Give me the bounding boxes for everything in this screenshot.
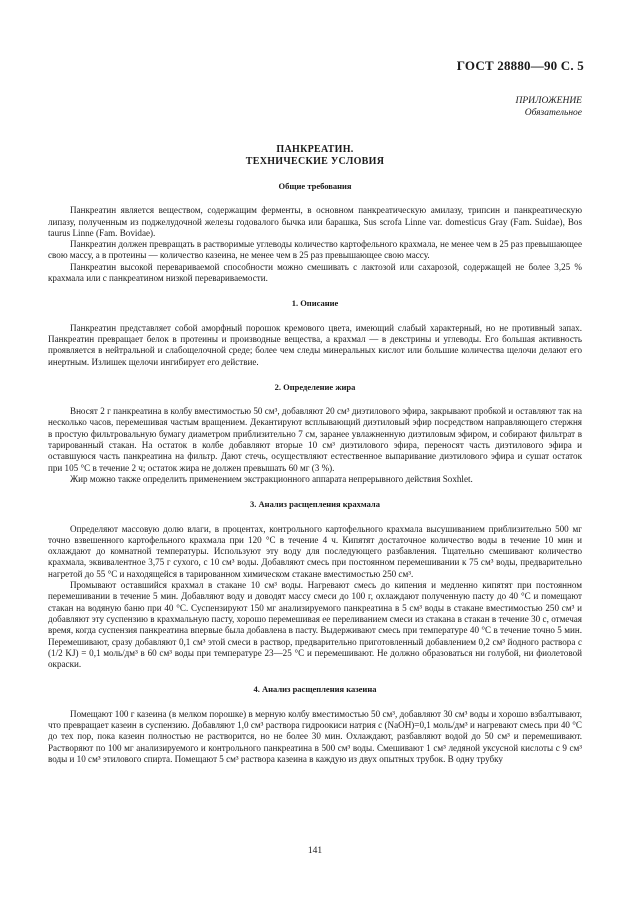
paragraph: Определяют массовую долю влаги, в процентах, контрольного картофельного крахмала высушиванием приблизительно 500 мг точно взвешенного картофельного крахмала при 120 °С в течение 4 ч. Кипятят достаточное количество воды в течение 10 мин и охлаждают до комнатной температуры. Используют эту воду для последующего разбавления. Тщательно смешивают количество крахмала, эквивалентное 3,75 г сухого, с 10 см³ воды. Добавляют смесь при постоянном перемешивании к 75 см³ воды, предварительно нагретой до 55 °С и находящейся в тарированном химическом стакане вместимостью 250 см³. (48, 523, 582, 579)
title-line-1: ПАНКРЕАТИН. (276, 144, 354, 155)
section-heading: 4. Анализ расщепления казеина (253, 684, 377, 695)
section-casein-analysis (48, 684, 582, 765)
paragraph: Панкреатин является веществом, содержащим ферменты, в основном панкреатическую амилазу, трипсин и панкреатическую липазу, полученным из поджелудочной железы годовалого бычка или барашка, Sus scrofa Linne var. domesticus Gray (Fam. Suidae), Bos taurus Linne (Fam. Bovidae). (48, 205, 582, 238)
paragraph: Жир можно также определить применением экстракционного аппарата непрерывного действия Soxhlet. (70, 473, 473, 484)
section-fat-determination (48, 382, 582, 485)
appendix-block (516, 95, 583, 119)
section-heading: Общие требования (278, 181, 352, 191)
document-body (48, 181, 582, 779)
section-starch-analysis (48, 499, 582, 670)
section-heading: 1. Описание (291, 298, 339, 309)
paragraph: Панкреатин представляет собой аморфный порошок кремового цвета, имеющий слабый характерный, но не противный запах. Панкреатин превращает белок в протеины и производные вещества, а крахмал — в декстрины и углеводы. Его большая активность проявляется в нейтральной и слабощелочной среде; более чем следы минеральных кислот или большие количества щелочи делают его инертным. Излишек щелочи ингибирует его действие. (48, 322, 582, 367)
paragraph: Панкреатин должен превращать в растворимые углеводы количество картофельного крахмала, не менее чем в 25 раз превышающее свою массу, а в протеины — количество казеина, не менее чем в 25 раз превышающее свою массу. (48, 239, 582, 261)
appendix-label: ПРИЛОЖЕНИЕ (515, 96, 582, 106)
title-line-2: ТЕХНИЧЕСКИЕ УСЛОВИЯ (245, 156, 385, 167)
document-title (0, 144, 630, 168)
page-number: 141 (307, 846, 323, 856)
paragraph: Панкреатин высокой перевариваемой способности можно смешивать с лактозой или сахарозой, содержащей не более 3,25 % крахмала или с панкреатином низкой перевариваемости. (48, 261, 582, 284)
paragraph: Помещают 100 г казеина (в мелком порошке) в мерную колбу вместимостью 50 см³, добавляют 30 см³ воды и хорошо взбалтывают, что превращает казеин в суспензию. Добавляют 1,0 см³ раствора гидроокиси натрия с (NaOH)=0,1 моль/дм³ и нагревают смесь при 40 °С до тех пор, пока казеин полностью не растворится, но не более 30 мин. Охлаждают, разбавляют водой до 50 см³ и перемешивают. Растворяют по 100 мг анализируемого и контрольного панкреатина в 500 см³ воды. Смешивают 1 см³ ледяной уксусной кислоты с 9 см³ воды и 10 см³ этилового спирта. Помещают 5 см³ раствора казеина в каждую из двух опытных трубок. В одну трубку (48, 708, 582, 764)
section-general (48, 181, 582, 284)
document-reference: ГОСТ 28880—90 С. 5 (456, 58, 584, 73)
section-description (48, 298, 582, 367)
section-heading: 2. Определение жира (274, 381, 356, 392)
appendix-status: Обязательное (524, 108, 582, 118)
paragraph: Вносят 2 г панкреатина в колбу вместимостью 50 см³, добавляют 20 см³ диэтилового эфира, закрывают пробкой и оставляют так на несколько часов, перемешивая частым вращением. Декантируют всплывающий диэтиловый эфир посредством направляющего стержня в простую фильтровальную бумагу диаметром приблизительно 7 см, заранее увлажненную диэтиловым эфиром, и собирают фильтрат в тарированный стакан. На остаток в колбе добавляют вторые 10 см³ диэтилового эфира, переносят часть диэтилового эфира и оставшуюся часть панкреатина на фильтр. Дают стечь, осуществляют естественное выпаривание диэтилового эфира и сушат остаток при 105 °С в течение 2 ч; остаток жира не должен превышать 60 мг (3 %). (48, 406, 582, 473)
paragraph: Промывают оставшийся крахмал в стакане 10 см³ воды. Нагревают смесь до кипения и медленно кипятят при постоянном перемешивании в течение 5 мин. Добавляют воду и доводят массу смеси до 100 г, охлаждают полученную пасту до 40 °С и помещают стакан на водяную баню при 40 °С. Суспензируют 150 мг анализируемого панкреатина в 5 см³ воды в стакане вместимостью 250 см³ и добавляют эту суспензию в крахмальную пасту, хорошо перемешивая ее переливанием смеси из стакана в стакан в течение 30 с, отмечая время, когда суспензия панкреатина впервые была добавлена в пасту. Выдерживают смесь при температуре 40 °С в течение точно 5 мин. Перемешивают, сразу добавляют 0,1 см³ этой смеси в раствор, предварительно приготовленный добавлением 0,2 см³ йодного раствора с (1/2 KJ) = 0,1 моль/дм³ в 60 см³ воды при температуре 23—25 °С и перемешивают. Не должно образоваться ни голубой, ни фиолетовой окраски. (48, 580, 582, 670)
section-heading: 3. Анализ расщепления крахмала (250, 499, 380, 510)
